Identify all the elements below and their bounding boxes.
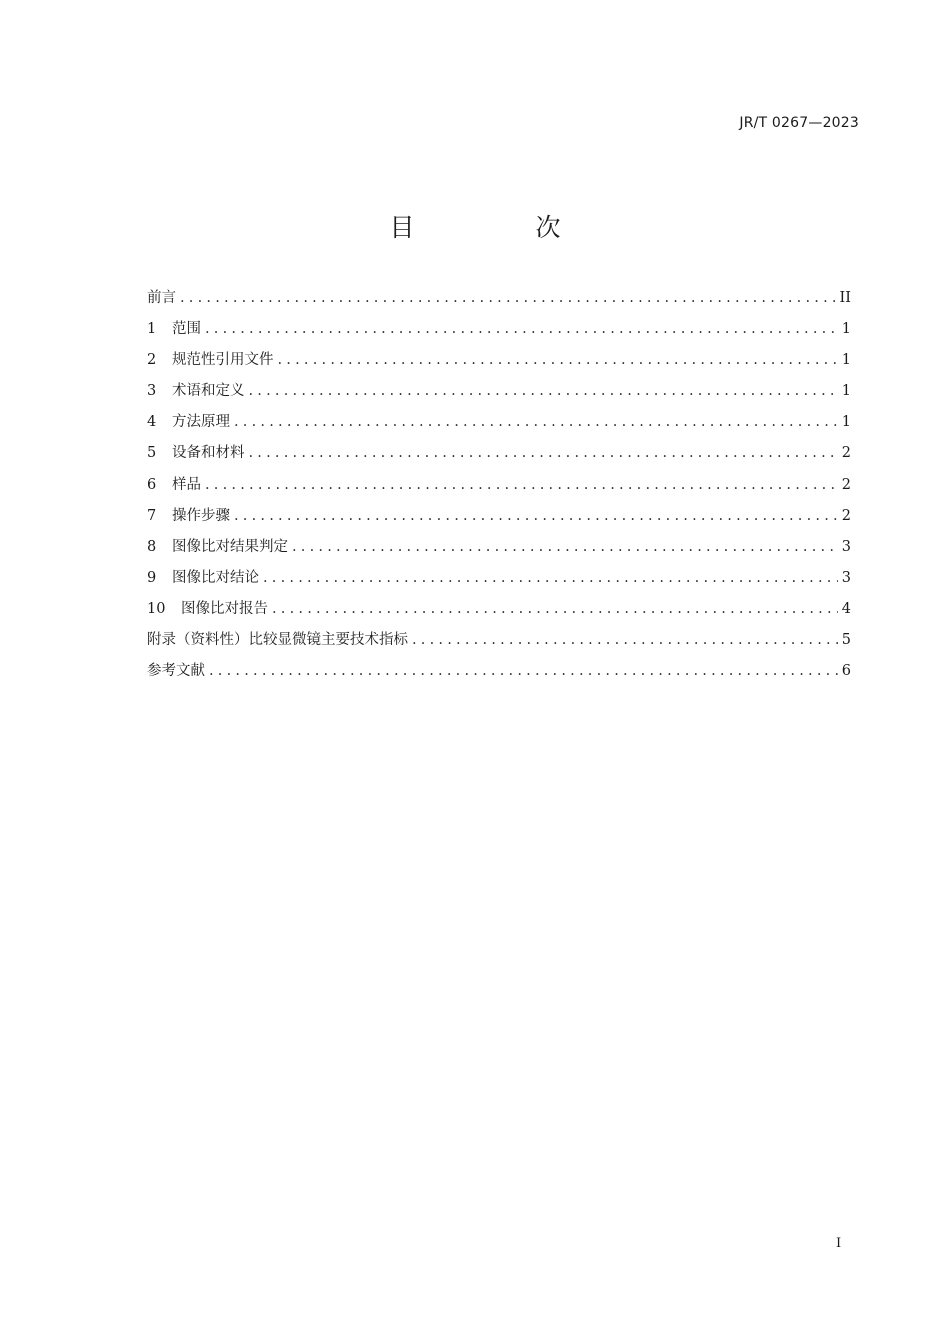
toc-dot-leader [205,477,838,493]
toc-dot-leader [234,508,838,524]
toc-entry-page: 1 [841,414,851,431]
toc-entry[interactable] [147,473,851,504]
toc-entry-title: 规范性引用文件 [172,352,274,369]
toc-entry-title: 图像比对结论 [172,569,259,586]
toc-entry-page: 6 [841,663,851,680]
toc-entry-page: 1 [841,321,851,338]
toc-entry-page: 3 [841,538,851,555]
toc-entry[interactable] [147,628,851,659]
toc-dot-leader [263,570,838,586]
toc-entry[interactable] [147,379,851,410]
toc-entry-number: 2 [147,352,157,369]
toc-entry-title: 样品 [172,476,201,493]
toc-entry[interactable] [147,286,851,317]
toc-entry[interactable] [147,535,851,566]
toc-entry-page: 1 [841,352,851,369]
toc-entry-page: 2 [841,445,851,462]
toc-entry-number: 9 [147,569,157,586]
toc-dot-leader [292,539,838,555]
toc-entry[interactable] [147,597,851,628]
toc-entry-title: 范围 [172,321,201,338]
toc-dot-leader [209,663,838,679]
toc-entry-title: 附录（资料性）比较显微镜主要技术指标 [147,632,408,649]
toc-entry-title: 术语和定义 [172,383,245,400]
toc-dot-leader [412,632,838,648]
toc-entry-title: 前言 [147,290,176,306]
toc-entry-page: 2 [841,476,851,493]
toc-entry[interactable] [147,317,851,348]
toc-entry[interactable] [147,566,851,597]
toc-entry-number: 5 [147,445,157,462]
toc-entry[interactable] [147,441,851,472]
toc-entry-title: 设备和材料 [172,445,245,462]
toc-dot-leader [205,321,838,337]
toc-entry[interactable] [147,504,851,535]
toc-dot-leader [278,352,838,368]
toc-dot-leader [180,290,836,306]
toc-entry-page: 1 [841,383,851,400]
toc-entry-number: 4 [147,414,157,431]
toc-entry-title: 图像比对结果判定 [172,538,288,555]
toc-dot-leader [249,445,838,461]
toc-entry-number: 3 [147,383,157,400]
toc-entry[interactable] [147,410,851,441]
toc-dot-leader [249,383,838,399]
toc-entry-title: 方法原理 [172,414,230,431]
toc-entry-page: 5 [841,632,851,649]
toc-entry-number: 1 [147,321,157,338]
toc-entry-page: 4 [841,600,851,617]
toc-entry-page: II [839,290,851,306]
table-of-contents [147,286,851,690]
standard-code: JR/T 0267—2023 [739,115,859,131]
toc-dot-leader [234,414,838,430]
toc-entry-number: 6 [147,476,157,493]
toc-entry-number: 10 [147,600,166,617]
toc-entry[interactable] [147,659,851,690]
page-title: 目 次 [389,213,609,242]
toc-entry-title: 参考文献 [147,663,205,680]
toc-entry-number: 8 [147,538,157,555]
toc-entry-number: 7 [147,507,157,524]
page-number: I [836,1236,842,1251]
toc-entry-page: 3 [841,569,851,586]
toc-dot-leader [272,601,838,617]
toc-entry-title: 图像比对报告 [181,600,268,617]
toc-entry-title: 操作步骤 [172,507,230,524]
toc-entry-page: 2 [841,507,851,524]
toc-entry[interactable] [147,348,851,379]
